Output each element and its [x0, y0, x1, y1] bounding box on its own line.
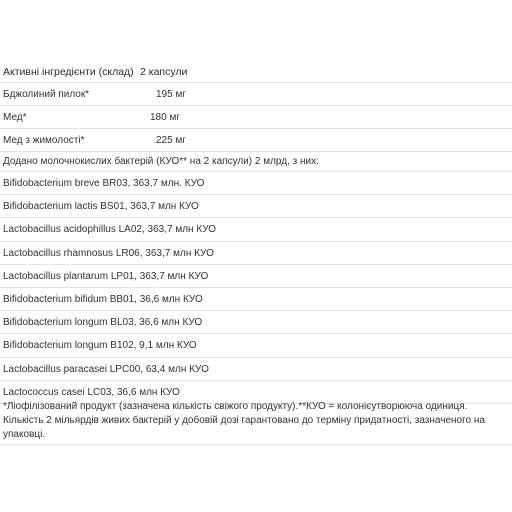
strain-row	[0, 242, 512, 265]
footnote-line: *Ліофілізований продукт (зазначена кількість свіжого продукту).**КУО = колонієутворююча одиниця.	[3, 401, 468, 412]
table-header-row	[0, 58, 512, 83]
strain-text: Lactobacillus acidophillus LA02, 363,7 млн КУО	[3, 224, 217, 236]
bacteria-note-row	[0, 152, 512, 172]
strain-text: Lactococcus casei LC03, 36,6 млн КУО	[3, 386, 180, 398]
ingredient-row	[0, 83, 512, 106]
ingredient-name: Мед з жимолості*	[3, 135, 85, 146]
strain-text: Lactobacillus paracasei LPC00, 63,4 млн КУО	[3, 363, 209, 375]
ingredient-amount: 180 мг	[150, 112, 180, 123]
strain-text: Lactobacillus plantarum LP01, 363,7 млн КУО	[3, 270, 209, 282]
footnote-line: упаковці.	[3, 429, 46, 440]
strain-text: Bifidobacterium bifidum BB01, 36,6 млн КУО	[3, 293, 203, 305]
ingredient-name: Бджолиний пилок*	[3, 89, 90, 100]
strain-row	[0, 288, 512, 311]
ingredient-row	[0, 106, 512, 129]
bottom-divider	[0, 444, 512, 445]
strain-text: Lactobacillus rhamnosus LR06, 363,7 млн КУО	[3, 247, 214, 259]
ingredient-amount: 225 мг	[156, 135, 186, 146]
strain-row	[0, 218, 512, 241]
footnote	[3, 400, 503, 442]
footnote-line: Кількість 2 мільярдів живих бактерій у добовій дозі гарантовано до терміну придатності, зазначеного на	[3, 415, 485, 426]
strain-row	[0, 265, 512, 288]
strain-text: Bifidobacterium lactis BS01, 363,7 млн КУО	[3, 201, 199, 213]
ingredient-amount: 195 мг	[156, 89, 186, 100]
header-ingredients-label: Активні інгредієнти (склад)	[3, 66, 134, 78]
strain-text: Bifidobacterium longum BL03, 36,6 млн КУО	[3, 317, 203, 329]
strain-row	[0, 358, 512, 381]
strain-text: Bifidobacterium breve BR03, 363,7 млн. КУО	[3, 178, 205, 189]
strain-row	[0, 311, 512, 334]
ingredient-row	[0, 129, 512, 152]
ingredient-name: Мед*	[3, 112, 27, 123]
bacteria-note: Додано молочнокислих бактерій (КУО** на 2 капсули) 2 млрд, з них:	[3, 156, 319, 167]
strain-text: Bifidobacterium longum B102, 9,1 млн КУО	[3, 340, 197, 352]
ingredients-table	[0, 58, 512, 404]
header-dose-label: 2 капсули	[140, 66, 188, 78]
strain-row	[0, 172, 512, 195]
strain-row	[0, 195, 512, 218]
strain-row	[0, 334, 512, 357]
